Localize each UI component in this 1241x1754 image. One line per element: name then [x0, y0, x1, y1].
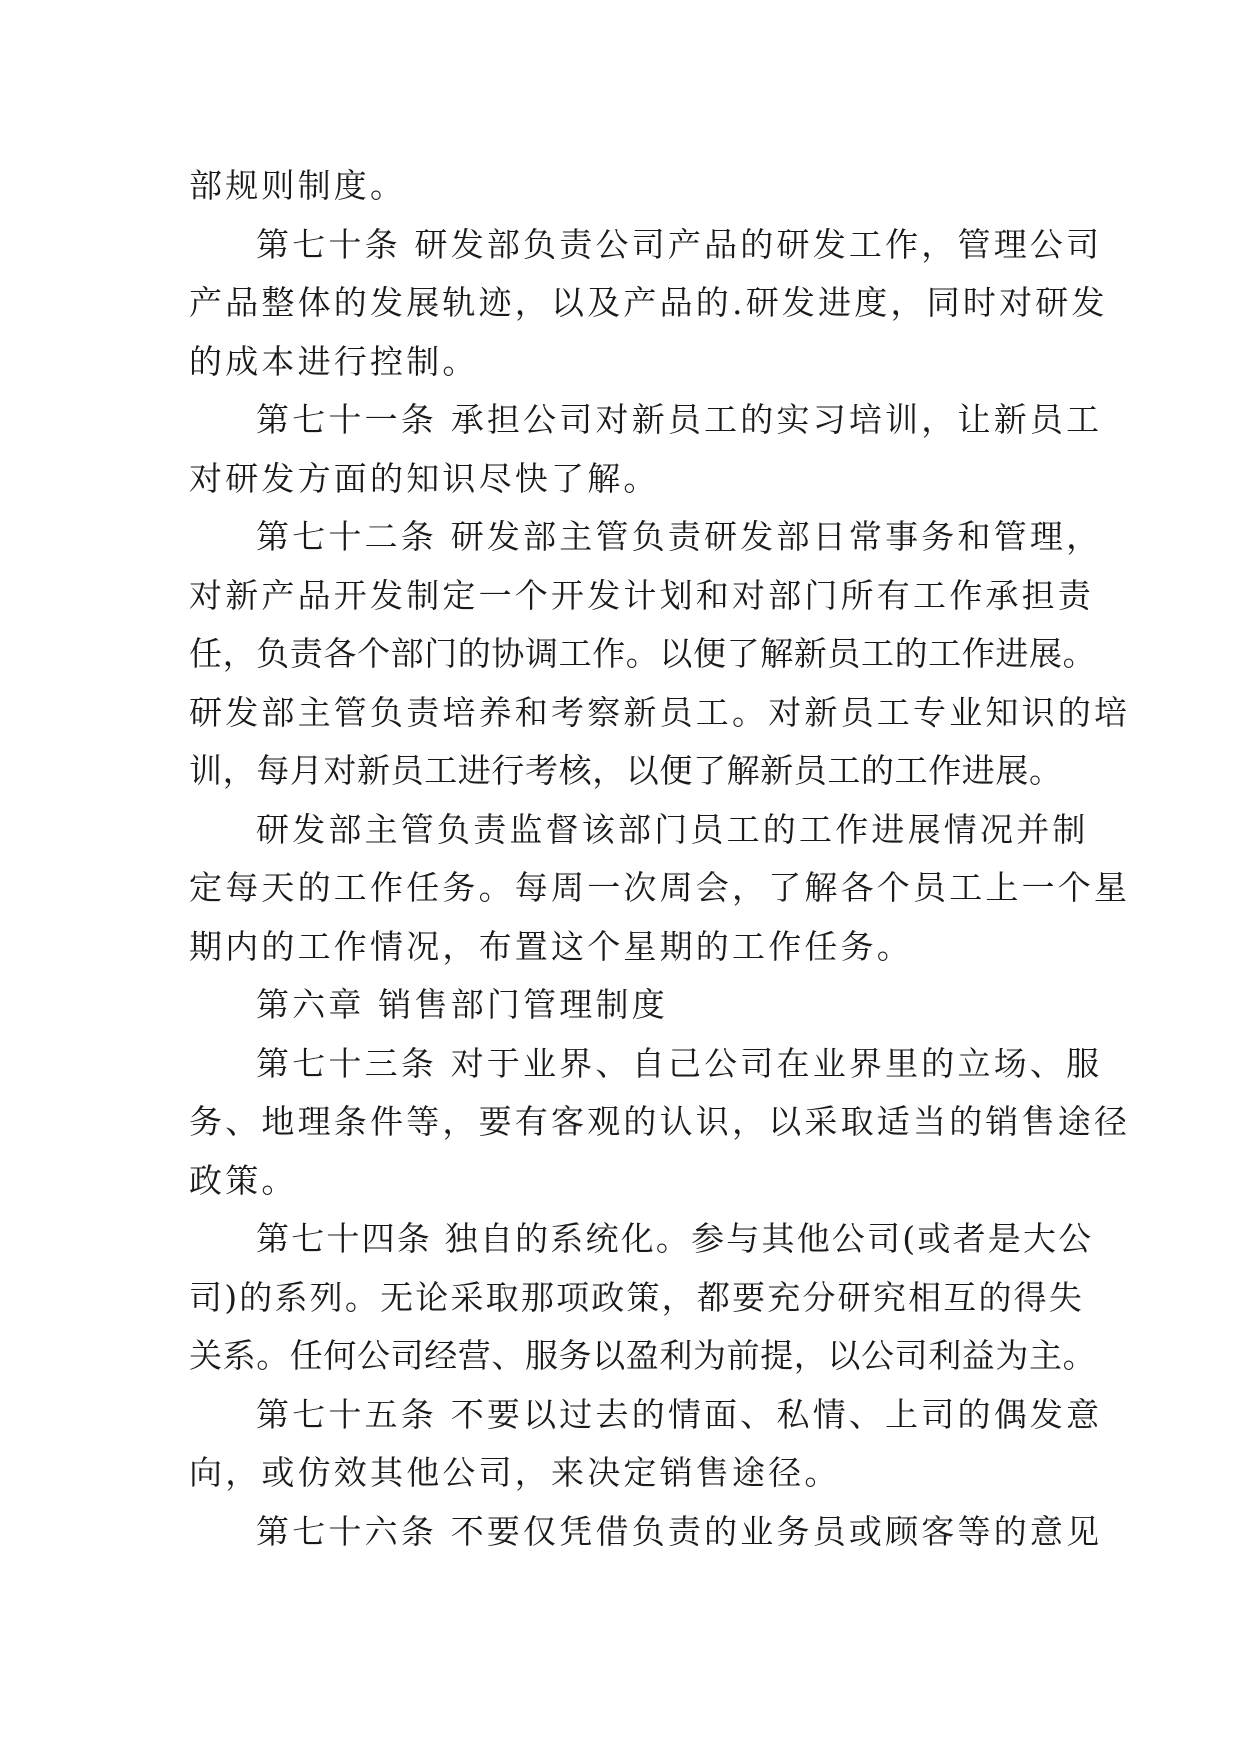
article-71-line: 第七十一条 承担公司对新员工的实习培训，让新员工: [256, 400, 1103, 439]
text-line: 的成本进行控制。: [189, 341, 479, 381]
chapter-6-heading: 第六章 销售部门管理制度: [256, 985, 668, 1024]
text-line: 产品整体的发展轨迹，以及产品的.研发进度，同时对研发: [189, 283, 1108, 322]
text-line: 司)的系列。无论采取那项政策，都要充分研究相互的得失: [189, 1277, 1085, 1317]
text-line: 部规则制度。: [189, 166, 407, 205]
text-line: 向，或仿效其他公司，来决定销售途径。: [189, 1453, 841, 1492]
text-line: 务、地理条件等，要有客观的认识，以采取适当的销售途径: [189, 1102, 1131, 1141]
article-76-line: 第七十六条 不要仅凭借负责的业务员或顾客等的意见: [256, 1511, 1103, 1551]
text-line: 对研发方面的知识尽快了解。: [189, 458, 660, 498]
text-line: 关系。任何公司经营、服务以盈利为前提，以公司利益为主。: [189, 1336, 1097, 1375]
text-line: 定每天的工作任务。每周一次周会，了解各个员工上一个星: [189, 868, 1131, 907]
text-line: 期内的工作情况，布置这个星期的工作任务。: [189, 926, 913, 966]
text-line: 对新产品开发制定一个开发计划和对部门所有工作承担责: [189, 575, 1094, 615]
paragraph-first-line: 研发部主管负责监督该部门员工的工作进展情况并制: [256, 809, 1089, 849]
article-72-line: 第七十二条 研发部主管负责研发部日常事务和管理，: [256, 517, 1103, 556]
text-line: 训，每月对新员工进行考核，以便了解新员工的工作进展。: [189, 751, 1063, 790]
article-74-line: 第七十四条 独自的系统化。参与其他公司(或者是大公: [256, 1219, 1094, 1258]
article-70-line: 第七十条 研发部负责公司产品的研发工作，管理公司: [256, 224, 1103, 264]
text-line: 政策。: [189, 1160, 298, 1200]
document-body: [189, 157, 1131, 1561]
text-line: 任，负责各个部门的协调工作。以便了解新员工的工作进展。: [189, 634, 1097, 673]
text-line: 研发部主管负责培养和考察新员工。对新员工专业知识的培: [189, 692, 1131, 732]
article-73-line: 第七十三条 对于业界、自己公司在业界里的立场、服: [256, 1043, 1103, 1083]
article-75-line: 第七十五条 不要以过去的情面、私情、上司的偶发意: [256, 1394, 1103, 1434]
